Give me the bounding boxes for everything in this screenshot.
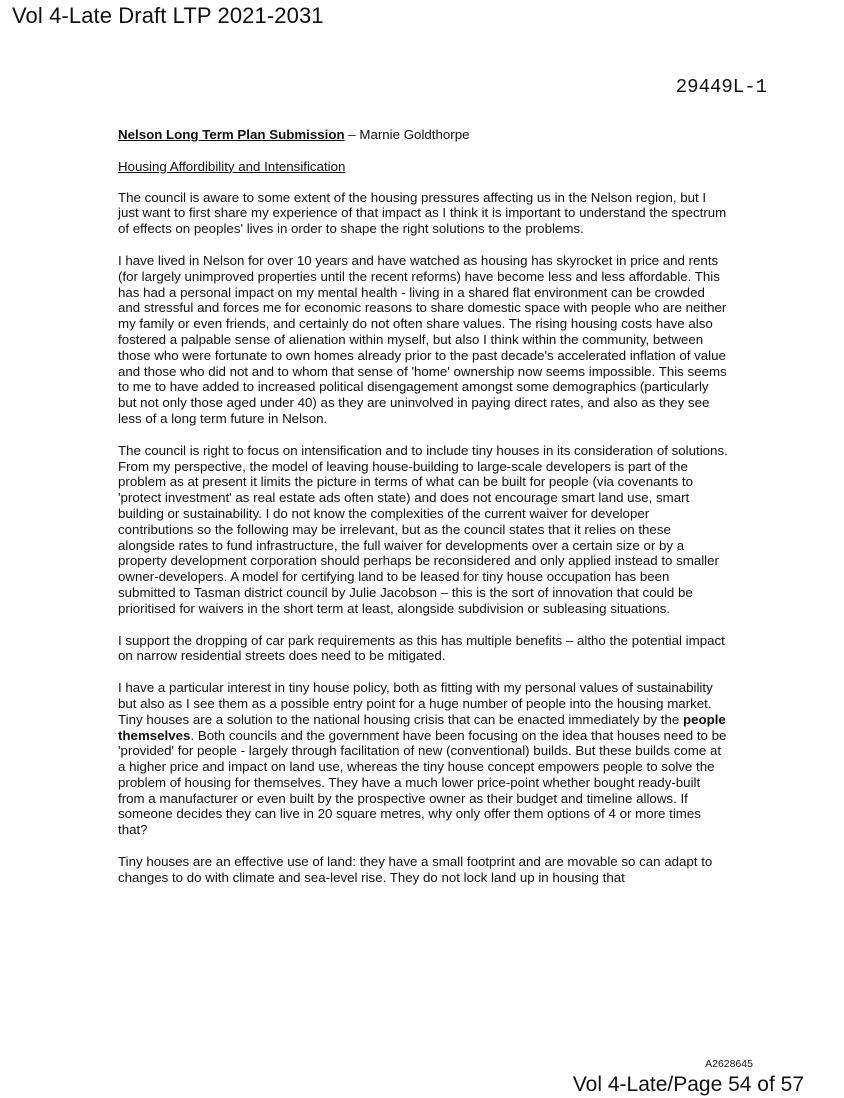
submission-title-line bbox=[118, 127, 728, 143]
paragraph-5-bold: people themselves bbox=[118, 711, 726, 743]
paragraph-4: I support the dropping of car park requirements as this has multiple benefits – altho the potential impact on narrow residential streets does need to be mitigated. bbox=[118, 632, 725, 664]
paragraph-5-text-before: I have a particular interest in tiny house policy, both as fitting with my personal values of sustainability but also as I see them as a possible entry point for a huge number of people into the housing market. Tiny houses are a solution to the national housing crisis that can be enacted immediately by the bbox=[118, 680, 713, 727]
paragraph-2: I have lived in Nelson for over 10 years and have watched as housing has skyrocket in price and rents (for largely unimproved properties until the recent reforms) have become less and less affordable. This has had a personal impact on my mental health - living in a shared flat environment can be crowded and stressful and forces me for economic reasons to share domestic space with people who are neither my family or even friends, and certainly do not often share values. The rising housing costs have also fostered a palpable sense of alienation within myself, but also I think within the community, between those who were fortunate to own homes already prior to the past decade's accelerated inflation of value and those who did not and to whom that sense of 'home' ownership now seems impossible. This seems to me to have added to increased political disengagement amongst some demographics (particularly but not only those aged under 40) as they are uninvolved in paying direct rates, and also as they see less of a long term future in Nelson. bbox=[118, 252, 727, 426]
document-number: 29449L-1 bbox=[675, 76, 767, 98]
section-heading: Housing Affordibility and Intensification bbox=[118, 158, 346, 174]
paragraph-6: Tiny houses are an effective use of land: they have a small footprint and are movable so can adapt to changes to do with climate and sea-level rise. They do not lock land up in housing that bbox=[118, 854, 713, 885]
paragraph-5-text-after: . Both councils and the government have been focusing on the idea that houses need to be 'provided' for people - largely through facilitation of new (conventional) builds. But these builds come at a higher price and impact on land use, whereas the tiny house concept empowers people to solve the problem of housing for themselves. They have a much lower price-point whether bought ready-built from a manufacturer or even built by the prospective owner as their budget and timeline allows. If someone decides they can live in 20 square metres, why only offer them options of 4 or more times that? bbox=[118, 727, 727, 838]
document-header-title: Vol 4-Late Draft LTP 2021-2031 bbox=[12, 3, 324, 28]
paragraph-5 bbox=[118, 680, 728, 838]
submission-title: Nelson Long Term Plan Submission bbox=[118, 127, 345, 142]
footer-page-number: Vol 4-Late/Page 54 of 57 bbox=[572, 1073, 804, 1096]
submission-author: – Marnie Goldthorpe bbox=[344, 127, 470, 142]
submission-body bbox=[118, 127, 728, 902]
paragraph-3: The council is right to focus on intensification and to include tiny houses in its consideration of solutions. From my perspective, the model of leaving house-building to large-scale developers is part of the problem as at present it limits the picture in terms of what can be built for people (via covenants to 'protect investment' as real estate ads often state) and does not encourage smart land use, smart building or sustainability. I do not know the complexities of the current waiver for developer contributions so the following may be irrelevant, but as the council states that it relies on these alongside rates to fund infrastructure, the full waiver for developments over a certain size or by a property development corporation should perhaps be reconsidered and only applied instead to smaller owner-developers. A model for certifying land to be leased for tiny house occupation has been submitted to Tasman district council by Julie Jacobson – this is the sort of innovation that could be prioritised for waivers in the short term at least, alongside subdivision or subleasing situations. bbox=[118, 442, 728, 616]
paragraph-1: The council is aware to some extent of the housing pressures affecting us in the Nelson region, but I just want to first share my experience of that impact as I think it is important to understand the spectrum of effects on peoples' lives in order to shape the right solutions to the problems. bbox=[118, 189, 727, 237]
footer-document-code: A2628645 bbox=[705, 1058, 753, 1070]
